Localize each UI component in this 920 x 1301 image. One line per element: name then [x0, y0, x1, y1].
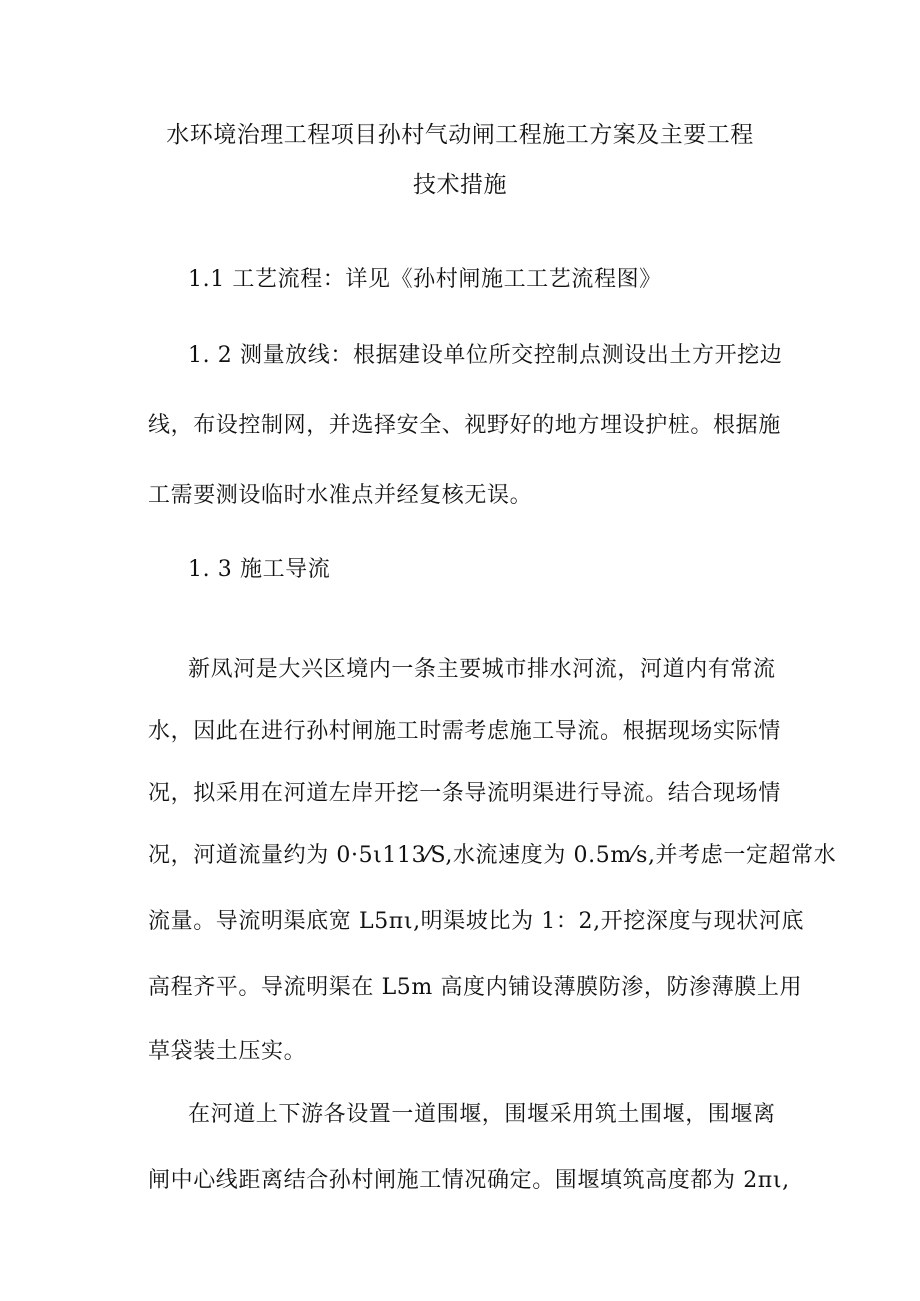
text-line: 高程齐平。导流明渠在 L5m 高度内铺设薄膜防渗，防渗薄膜上用	[148, 975, 803, 1000]
text-line: 线，布设控制网，并选择安全、视野好的地方埋设护桩。根据施	[148, 413, 781, 438]
text-line: 1. 2 测量放线：根据建设单位所交控制点测设出土方开挖边	[188, 343, 783, 368]
text-line: 工需要测设临时水准点并经复核无误。	[148, 483, 533, 508]
document-title	[100, 110, 820, 210]
title-line-2: 技术措施	[413, 172, 507, 198]
text-line: 流量。导流明渠底宽 L5πι,明渠坡比为 1：2,开挖深度与现状河底	[148, 909, 805, 934]
text-line: 草袋装土压实。	[148, 1039, 307, 1064]
text-line: 在河道上下游各设置一道围堰，围堰采用筑土围堰，围堰离	[188, 1102, 776, 1127]
text-line: 新凤河是大兴区境内一条主要城市排水河流，河道内有常流	[188, 657, 776, 682]
text-line: 1.1 工艺流程：详见《孙村闸施工工艺流程图》	[188, 267, 662, 292]
text-line: 水，因此在进行孙村闸施工时需考虑施工导流。根据现场实际情	[148, 719, 781, 744]
title-line-1: 水环境治理工程项目孙村气动闸工程施工方案及主要工程	[166, 122, 754, 148]
text-line: 况，河道流量约为 0·5ι113⁄S,水流速度为 0.5m⁄s,并考虑一定超常水	[148, 843, 837, 868]
text-line: 况，拟采用在河道左岸开挖一条导流明渠进行导流。结合现场情	[148, 781, 781, 806]
text-line: 1. 3 施工导流	[188, 557, 331, 582]
text-line: 闸中心线距离结合孙村闸施工情况确定。围堰填筑高度都为 2πι,	[148, 1168, 790, 1193]
